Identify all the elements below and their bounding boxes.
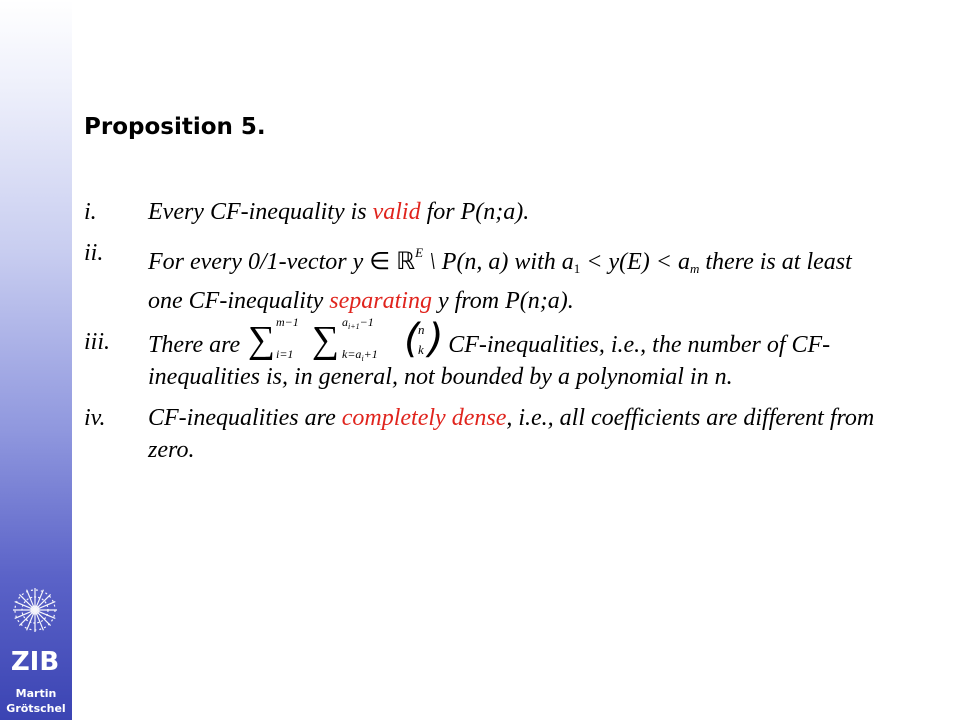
binom-left-paren: ( bbox=[404, 316, 420, 362]
item-text: Every CF-inequality is bbox=[148, 199, 373, 225]
proposition-list bbox=[84, 196, 884, 475]
sum-lower-2: $k=a_i+1$ bbox=[342, 347, 378, 363]
binom-top: n bbox=[418, 322, 425, 337]
list-item bbox=[84, 315, 884, 393]
author-last-name: Grötschel bbox=[6, 702, 66, 715]
sum-symbol-2: ∑ bbox=[312, 319, 340, 361]
sum-lower-1: i=1 bbox=[276, 347, 294, 361]
binom-right-paren: ) bbox=[428, 316, 444, 362]
highlight-text: separating bbox=[329, 288, 432, 314]
binom-bottom: k bbox=[418, 342, 424, 357]
list-item bbox=[84, 196, 884, 228]
sum-symbol-1: ∑ bbox=[248, 319, 276, 361]
item-text: CF-inequalities are bbox=[148, 405, 342, 431]
item-text: for P(n;a). bbox=[420, 199, 530, 225]
math-expression-inequality: a1 < y(E) < am bbox=[561, 249, 700, 276]
math-expression-set: y ∈ ℝ$^E$ \ P(n, a) bbox=[352, 245, 509, 275]
item-text: y from P(n;a). bbox=[431, 288, 574, 314]
item-number: i. bbox=[84, 199, 97, 225]
item-text: , i.e., all coefficients are different from zero. bbox=[148, 405, 875, 463]
sidebar bbox=[0, 0, 72, 720]
item-text: there is at least one CF-inequality bbox=[148, 249, 852, 314]
sum-upper-1: m−1 bbox=[276, 315, 299, 329]
author-name bbox=[0, 686, 72, 716]
item-text: CF-inequalities, i.e., the number of CF-inequalities is, in general, not bounded by a polynomial in n. bbox=[148, 332, 831, 390]
page-title: Proposition 5. bbox=[84, 114, 266, 140]
item-text: There are bbox=[148, 332, 247, 358]
highlight-text: valid bbox=[372, 199, 421, 225]
author-first-name: Martin bbox=[15, 687, 57, 700]
sum-formula bbox=[246, 315, 444, 363]
zib-logo bbox=[7, 586, 63, 676]
sum-upper-2: $a_{i+1}-1$ bbox=[342, 315, 374, 331]
list-item bbox=[84, 237, 884, 317]
item-number: iv. bbox=[84, 405, 106, 431]
highlight-text: completely dense bbox=[341, 405, 507, 431]
item-number: iii. bbox=[84, 329, 111, 355]
item-text: with bbox=[508, 249, 562, 275]
zib-logo-text: ZIB bbox=[10, 647, 60, 677]
list-item bbox=[84, 402, 884, 466]
item-text: For every 0/1-vector bbox=[148, 249, 353, 275]
item-number: ii. bbox=[84, 240, 104, 266]
